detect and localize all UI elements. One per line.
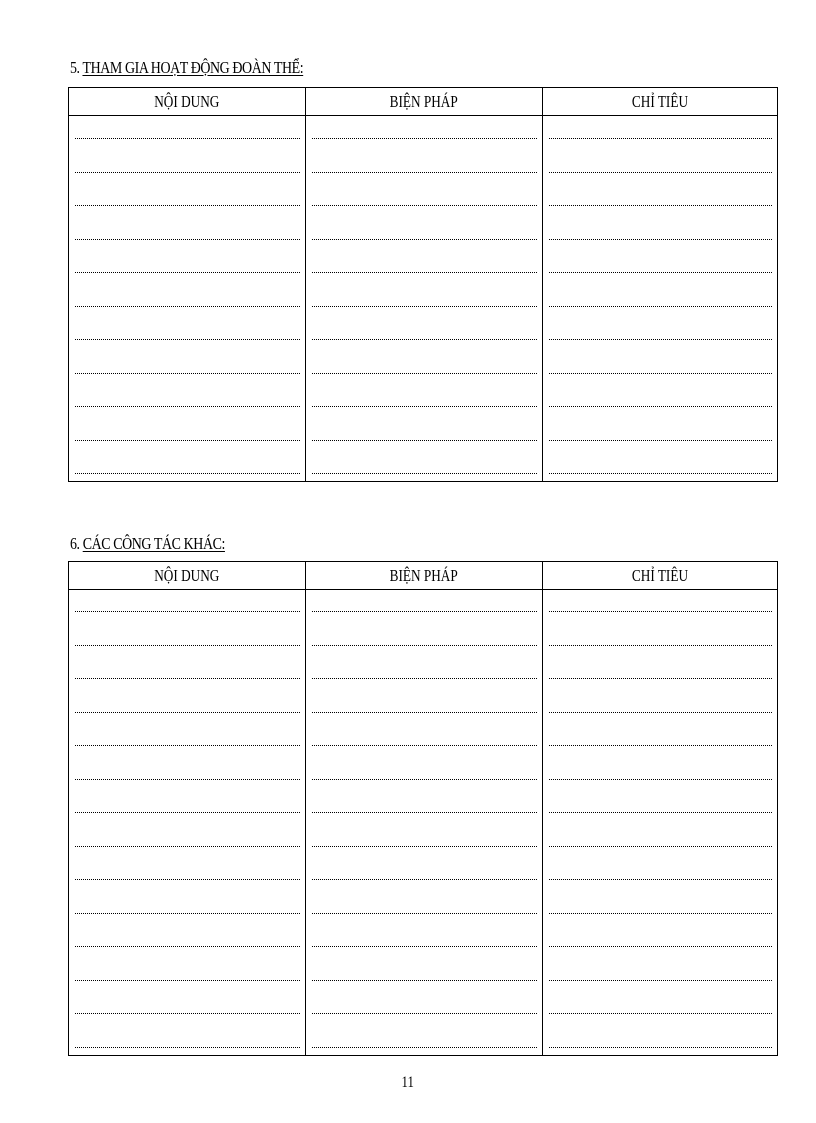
dotted-fill-line[interactable] [69,347,305,381]
dotted-fill-line[interactable] [306,1021,542,1055]
table-body-row [69,116,778,482]
dotted-fill-line[interactable] [306,314,542,348]
dotted-fill-line[interactable] [543,213,777,247]
dotted-fill-line[interactable] [543,1021,777,1055]
table-header-row [69,88,778,116]
dotted-fill-line[interactable] [69,921,305,955]
table-header-row [69,562,778,590]
dotted-fill-line[interactable] [306,213,542,247]
dotted-fill-line[interactable] [306,619,542,653]
dotted-fill-line[interactable] [69,854,305,888]
dotted-fill-line[interactable] [543,854,777,888]
dotted-fill-line[interactable] [306,414,542,448]
dotted-fill-line[interactable] [543,753,777,787]
dotted-fill-line[interactable] [306,820,542,854]
page-number: 11 [401,1074,415,1091]
dotted-fill-line[interactable] [543,619,777,653]
bien-phap-column[interactable] [306,116,543,482]
chi-tieu-column[interactable] [543,590,778,1056]
dotted-fill-line[interactable] [306,448,542,482]
dotted-fill-line[interactable] [543,820,777,854]
dotted-fill-line[interactable] [543,590,777,619]
dotted-fill-line[interactable] [543,954,777,988]
dotted-fill-line[interactable] [69,116,305,146]
section-5-table [68,87,778,482]
dotted-fill-line[interactable] [306,988,542,1022]
dotted-fill-line[interactable] [543,381,777,415]
dotted-fill-line[interactable] [69,686,305,720]
dotted-fill-line[interactable] [543,414,777,448]
dotted-fill-line[interactable] [543,247,777,281]
dotted-fill-line[interactable] [306,854,542,888]
section-6-table [68,561,778,1056]
section-6-number: 6. [70,534,80,553]
dotted-fill-line[interactable] [543,116,777,146]
dotted-fill-line[interactable] [69,753,305,787]
dotted-fill-line[interactable] [543,921,777,955]
dotted-fill-line[interactable] [69,314,305,348]
dotted-fill-line[interactable] [69,381,305,415]
dotted-fill-line[interactable] [306,753,542,787]
dotted-fill-line[interactable] [306,347,542,381]
dotted-fill-line[interactable] [306,146,542,180]
dotted-fill-line[interactable] [69,247,305,281]
dotted-fill-line[interactable] [69,180,305,214]
bien-phap-column[interactable] [306,590,543,1056]
dotted-fill-line[interactable] [69,1021,305,1055]
dotted-fill-line[interactable] [69,887,305,921]
dotted-fill-line[interactable] [543,787,777,821]
column-header-chi-tieu: CHỈ TIÊU [543,562,778,590]
dotted-fill-line[interactable] [306,653,542,687]
dotted-fill-line[interactable] [306,787,542,821]
dotted-fill-line[interactable] [69,954,305,988]
dotted-fill-line[interactable] [543,347,777,381]
dotted-fill-line[interactable] [306,116,542,146]
dotted-fill-line[interactable] [69,280,305,314]
dotted-fill-line[interactable] [306,247,542,281]
dotted-fill-line[interactable] [69,787,305,821]
dotted-fill-line[interactable] [543,280,777,314]
dotted-fill-line[interactable] [69,213,305,247]
dotted-fill-line[interactable] [306,686,542,720]
dotted-fill-line[interactable] [69,414,305,448]
dotted-fill-line[interactable] [306,180,542,214]
column-header-bien-phap: BIỆN PHÁP [306,88,543,116]
dotted-fill-line[interactable] [69,448,305,482]
dotted-fill-line[interactable] [69,146,305,180]
dotted-fill-line[interactable] [543,448,777,482]
dotted-fill-line[interactable] [543,720,777,754]
dotted-fill-line[interactable] [306,954,542,988]
section-5-heading: THAM GIA HOẠT ĐỘNG ĐOÀN THỂ: [82,58,304,77]
dotted-fill-line[interactable] [543,988,777,1022]
dotted-fill-line[interactable] [543,686,777,720]
dotted-fill-line[interactable] [543,314,777,348]
column-header-noi-dung: NỘI DUNG [69,88,306,116]
dotted-fill-line[interactable] [543,887,777,921]
column-header-bien-phap: BIỆN PHÁP [306,562,543,590]
dotted-fill-line[interactable] [543,146,777,180]
dotted-fill-line[interactable] [306,280,542,314]
dotted-fill-line[interactable] [69,820,305,854]
dotted-fill-line[interactable] [69,720,305,754]
section-5-title [70,58,303,78]
chi-tieu-column[interactable] [543,116,778,482]
section-6-heading: CÁC CÔNG TÁC KHÁC: [82,534,225,553]
dotted-fill-line[interactable] [306,887,542,921]
dotted-fill-line[interactable] [69,590,305,619]
section-5-number: 5. [70,58,80,77]
dotted-fill-line[interactable] [306,381,542,415]
column-header-noi-dung: NỘI DUNG [69,562,306,590]
dotted-fill-line[interactable] [543,180,777,214]
column-header-chi-tieu: CHỈ TIÊU [543,88,778,116]
noi-dung-column[interactable] [69,590,306,1056]
section-6-title [70,534,225,554]
dotted-fill-line[interactable] [69,653,305,687]
dotted-fill-line[interactable] [306,590,542,619]
dotted-fill-line[interactable] [69,988,305,1022]
dotted-fill-line[interactable] [306,720,542,754]
dotted-fill-line[interactable] [543,653,777,687]
dotted-fill-line[interactable] [69,619,305,653]
noi-dung-column[interactable] [69,116,306,482]
dotted-fill-line[interactable] [306,921,542,955]
table-body-row [69,590,778,1056]
